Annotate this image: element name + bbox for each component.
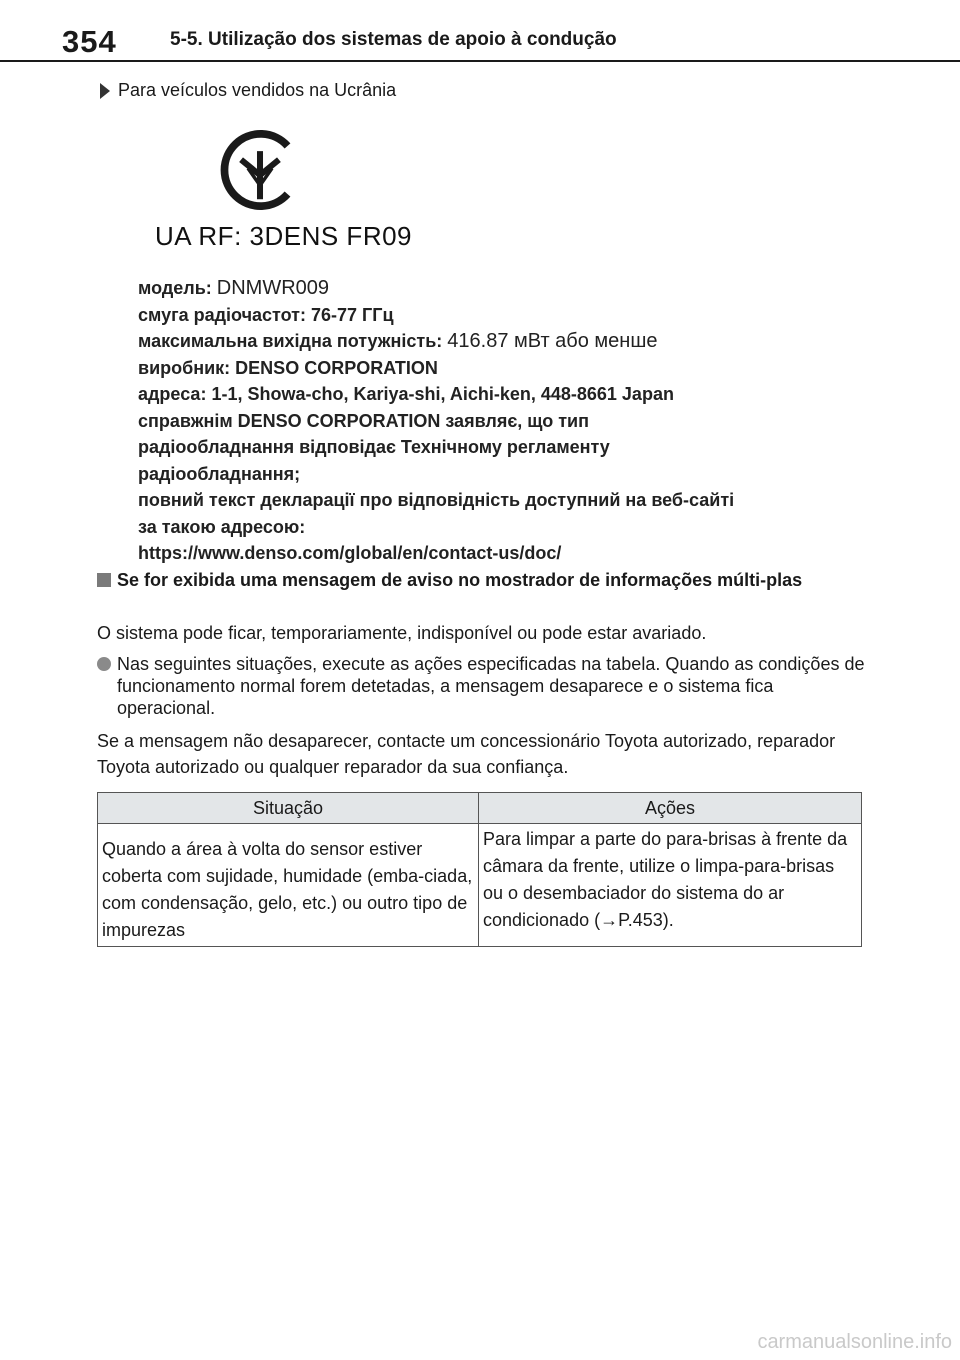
cert-line-power: максимальна вихідна потужність: 416.87 мВт або менше [138,330,658,352]
circle-bullet-icon [97,657,111,671]
page-header [0,0,960,60]
table-header-row [98,793,862,824]
table-row [98,824,862,947]
bullet-paragraph [97,653,867,719]
arrow-right-icon [100,83,110,99]
table-header-actions: Ações [479,793,862,824]
cert-line-fulltext-1: повний текст декларації про відповідність доступний на веб-сайті [138,490,735,510]
certificate-image [135,115,835,570]
certificate-text [138,275,828,567]
rf-code: UA RF: 3DENS FR09 [155,221,413,251]
cert-line-frequency: смуга радіочастот: 76-77 ГГц [138,304,394,325]
table-cell-action: Para limpar a parte do para-brisas à frente da câmara da frente, utilize o limpa-para-brisas ou o desembaciador do sistema do ar condicionado (→P.453). [479,824,862,947]
square-bullet-icon [97,573,111,587]
ua-conformity-mark-icon [217,127,303,213]
cert-line-declaration-1: справжнім DENSO CORPORATION заявляє, що тип [138,410,589,431]
bullet-text: Nas seguintes situações, execute as ações especificadas na tabela. Quando as condições de funcionamento normal forem detetadas, a mensagem desaparece e o sistema fica operacional. [117,654,865,718]
header-rule [0,60,960,62]
cert-line-declaration-2: радіообладнання відповідає Технічному регламенту [138,437,610,457]
actions-table [97,792,862,947]
warning-heading-text: Se for exibida uma mensagem de aviso no mostrador de informações múlti-plas [117,570,803,590]
cert-line-url: https://www.denso.com/global/en/contact-us/doc/ [138,543,562,563]
watermark: carmanualsonline.info [757,1331,952,1353]
page-number: 354 [62,24,117,59]
cert-line-address: адреса: 1-1, Showa-cho, Kariya-shi, Aichi-ken, 448-8661 Japan [138,384,674,404]
section-title: 5-5. Utilização dos sistemas de apoio à condução [170,29,617,50]
subheading-text: Para veículos vendidos na Ucrânia [118,80,397,100]
table-header-situation: Situação [98,793,479,824]
cert-line-fulltext-2: за такою адресою: [138,516,306,537]
subheading [100,80,396,101]
intro-paragraph: O sistema pode ficar, temporariamente, indisponível ou pode estar avariado. [97,623,707,643]
warning-heading [97,570,867,591]
note-paragraph: Se a mensagem não desaparecer, contacte um concessionário Toyota autorizado, reparador Toyota autorizado ou qualquer reparador da sua confiança. [97,731,836,777]
table-cell-situation: Quando a área à volta do sensor estiver coberta com sujidade, humidade (emba-ciada, com condensação, gelo, etc.) ou outro tipo de impurezas [98,824,479,947]
cert-line-declaration-3: радіообладнання; [138,463,301,484]
cert-line-manufacturer: виробник: DENSO CORPORATION [138,357,438,378]
cert-line-model: модель: DNMWR009 [138,277,330,299]
